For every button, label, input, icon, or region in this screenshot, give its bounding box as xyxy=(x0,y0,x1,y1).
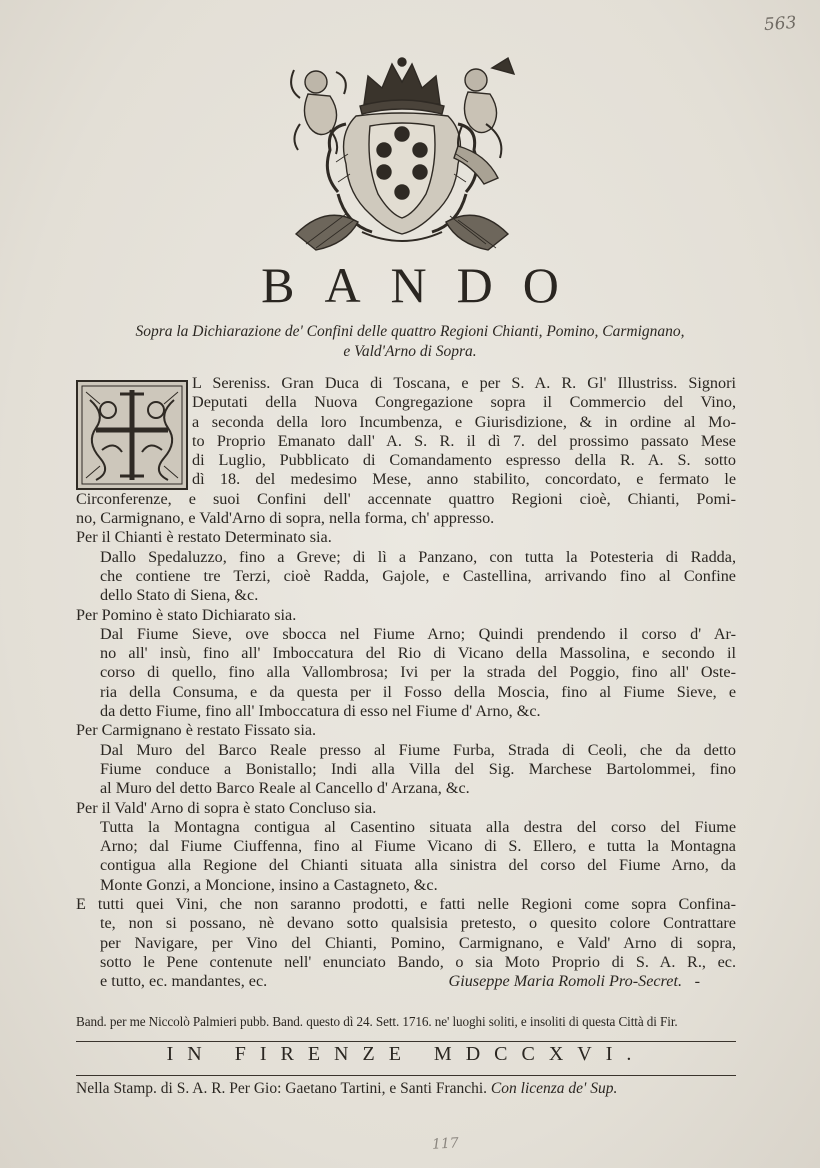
document-subtitle xyxy=(80,322,740,362)
body-line: no, Carmignano, e Vald'Arno di sopra, nella forma, ch' appresso. xyxy=(76,509,495,528)
city-imprint: IN FIRENZE MDCCXVI. xyxy=(166,1043,646,1065)
body-line: Fiume conduce a Bonistallo; Indi alla Villa del Sig. Marchese Bartolommei, fino xyxy=(100,759,736,778)
divider-rule-bottom xyxy=(76,1075,736,1076)
signature-dash: - xyxy=(694,972,700,991)
body-line: Circonferenze, e suoi Confini dell' accennate quattro Regioni cioè, Chianti, Pomi- xyxy=(76,489,736,508)
printer-imprint xyxy=(76,1080,736,1098)
body-line: che contiene tre Terzi, cioè Radda, Gajole, e Castellina, arrivando fino al Confine xyxy=(100,566,736,585)
body-line: Dallo Spedaluzzo, fino a Greve; di lì a Panzano, con tutta la Potesteria di Radda, xyxy=(100,547,736,566)
folio-number-bottom: 117 xyxy=(431,1135,460,1153)
body-line: L Sereniss. Gran Duca di Toscana, e per S. A. R. Gl' Illustriss. Signori xyxy=(192,374,736,392)
body-line: contigua alla Regione del Chianti situata alla sinistra del corso del Fiume Arno, da xyxy=(100,856,736,875)
folio-number-top: 563 xyxy=(762,12,797,36)
body-line: al Muro del detto Barco Reale al Cancello d' Arzana, &c. xyxy=(100,779,470,798)
body-line: a seconda della loro Incumbenza, e Giurisdizione, & in ordine al Mo- xyxy=(192,412,736,431)
body-line: Monte Gonzi, a Moncione, insino a Castagneto, &c. xyxy=(100,875,438,894)
body-line: corso di quello, fino alla Vallombrosa; Ivi per la strada del Poggio, fino all' Oste- xyxy=(100,663,736,682)
document-title: BANDO xyxy=(261,257,589,313)
body-line: to Proprio Emanato dall' A. S. R. il dì 7. del prossimo passato Mese xyxy=(192,431,736,450)
body-line: E tutti quei Vini, che non saranno prodotti, e fatti nelle Regioni come sopra Confina- xyxy=(76,895,736,914)
section-heading: Per Pomino è stato Dichiarato sia. xyxy=(76,605,297,624)
subtitle-line: e Vald'Arno di Sopra. xyxy=(343,343,477,360)
publication-note: Band. per me Niccolò Palmieri pubb. Band. questo dì 24. Sett. 1716. ne' luoghi soliti, e insoliti di questa Città di Fir. xyxy=(76,1014,678,1029)
body-line: ria della Consuma, e da questa per il Fosso della Moscia, fino al Fiume Sieve, e xyxy=(100,682,736,701)
body-line: da detto Fiume, fino all' Imboccatura di esso nel Fiume d' Arno, &c. xyxy=(100,702,541,721)
subtitle-line: Sopra la Dichiarazione de' Confini delle quattro Regioni Chianti, Pomino, Carmignano, xyxy=(135,323,685,340)
body-line: no all' insù, fino all' Imboccatura del Rio di Vicano della Massolina, e secondo il xyxy=(100,644,736,663)
signature: Giuseppe Maria Romoli Pro-Secret. xyxy=(448,972,682,991)
section-heading: Per il Chianti è restato Determinato sia. xyxy=(76,528,332,547)
body-line: sotto le Pene contenute nell' enunciato Bando, o sia Moto Proprio di S. A. R., ec. xyxy=(100,952,736,971)
body-line: te, non si possano, nè devano sotto qualsisia pretesto, o quesito colore Contrattare xyxy=(100,914,736,933)
body-line: dì 18. del medesimo Mese, anno stabilito, concordato, e fermato le xyxy=(192,470,736,489)
closing-line xyxy=(76,972,736,991)
body-line: per Navigare, per Vino del Chianti, Pomino, Carmignano, e Vald' Arno di sopra, xyxy=(100,933,736,952)
section-heading: Per Carmignano è restato Fissato sia. xyxy=(76,721,317,740)
closing-formula: e tutto, ec. mandantes, ec. xyxy=(100,972,268,991)
divider-rule-top xyxy=(76,1041,736,1042)
decree-body xyxy=(76,374,736,992)
body-line: Dal Fiume Sieve, ove sbocca nel Fiume Arno; Quindi prendendo il corso d' Ar- xyxy=(100,624,736,643)
body-line: Arno; dal Fiume Ciuffenna, fino al Fiume Vicano di S. Ellero, e tutta la Montagna xyxy=(100,837,736,856)
body-line: Deputati della Nuova Congregazione sopra il Commercio del Vino, xyxy=(192,393,736,412)
body-line: di Luglio, Pubblicato di Comandamento espresso della R. A. S. sotto xyxy=(192,451,736,470)
body-line: Tutta la Montagna contigua al Casentino situata alla destra del corso del Fiume xyxy=(100,817,736,836)
section-heading: Per il Vald' Arno di sopra è stato Concluso sia. xyxy=(76,798,377,817)
body-line: dello Stato di Siena, &c. xyxy=(100,586,259,605)
body-line: Dal Muro del Barco Reale presso al Fiume Furba, Strada di Ceoli, che da detto xyxy=(100,740,736,759)
medici-coat-of-arms-woodcut xyxy=(286,54,518,254)
printer-license: Con licenza de' Sup. xyxy=(490,1080,618,1097)
printer-name: Nella Stamp. di S. A. R. Per Gio: Gaetano Tartini, e Santi Franchi. xyxy=(76,1080,488,1097)
